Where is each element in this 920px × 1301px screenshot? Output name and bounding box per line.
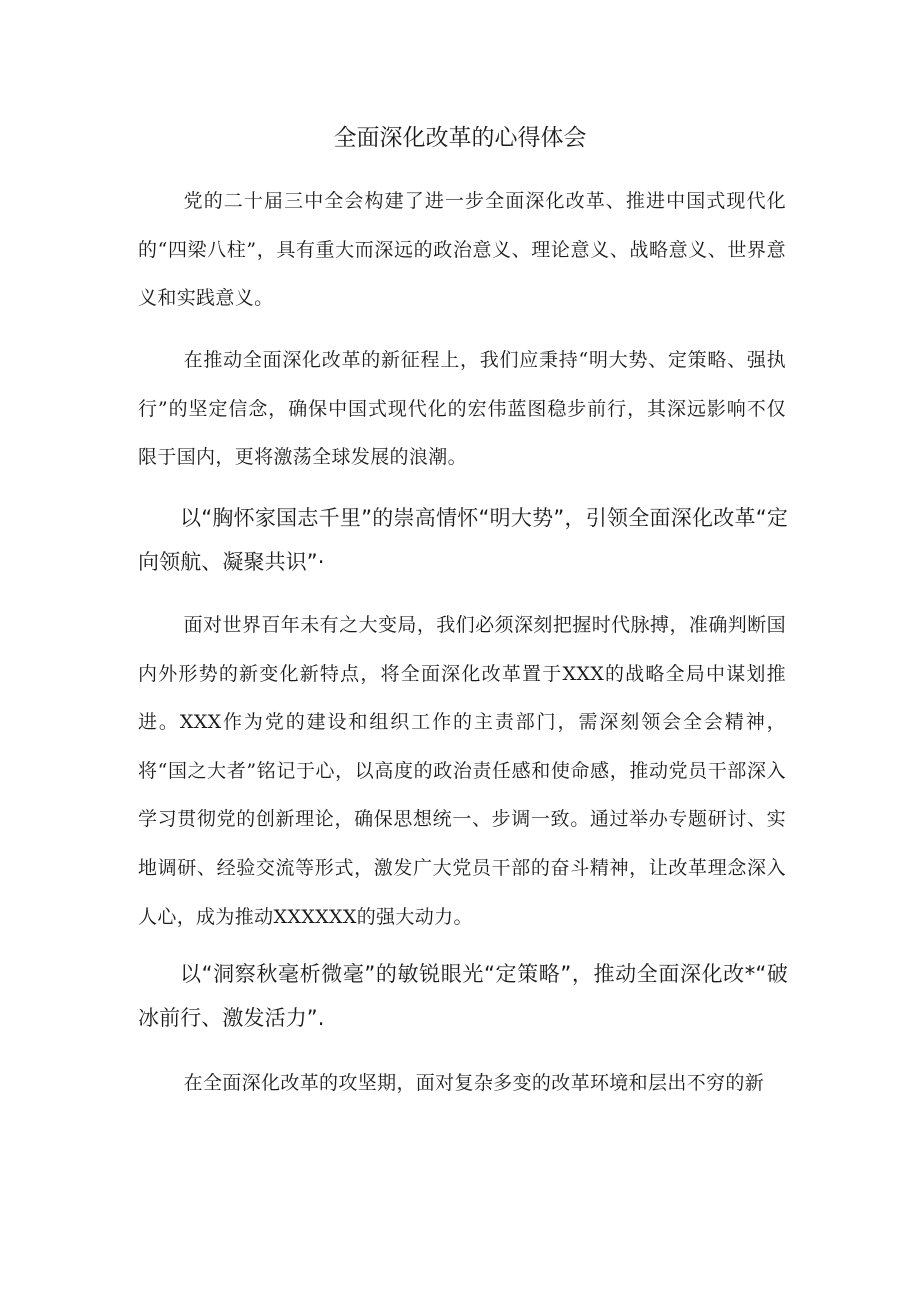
document-title: 全面深化改革的心得体会 — [333, 125, 587, 151]
section-heading-2: 以“洞察秋毫析微毫”的敏锐眼光“定策略”，推动全面深化改*“破冰前行、激发活力”. — [138, 962, 788, 1030]
paragraph-section-2: 在全面深化改革的攻坚期，面对复杂多变的改革环境和层出不穷的新 — [183, 1072, 765, 1094]
paragraph-intro: 党的二十届三中全会构建了进一步全面深化改革、推进中国式现代化的“四梁八柱”，具有重大而深远的政治意义、理论意义、战略意义、世界意义和实践意义。 — [138, 190, 786, 310]
paragraph-belief: 在推动全面深化改革的新征程上，我们应秉持“明大势、定策略、强执行”的坚定信念，确保中国式现代化的宏伟蓝图稳步前行，其深远影响不仅限于国内，更将激荡全球发展的浪潮。 — [138, 349, 786, 469]
section-heading-1: 以“胸怀家国志千里”的崇高情怀“明大势”，引领全面深化改革“定向领航、凝聚共识”· — [138, 506, 788, 574]
paragraph-section-1: 面对世界百年未有之大变局，我们必须深刻把握时代脉搏，准确判断国内外形势的新变化新特点，将全面深化改革置于XXX的战略全局中谋划推进。XXX作为党的建设和组织工作的主责部门，需深刻领会全会精神，将“国之大者”铭记于心，以高度的政治责任感和使命感，推动党员干部深入学习贯彻党的创新理论，确保思想统一、步调一致。通过举办专题研讨、实地调研、经验交流等形式，激发广大党员干部的奋斗精神，让改革理念深入人心，成为推动XXXXXX的强大动力。 — [138, 614, 786, 928]
